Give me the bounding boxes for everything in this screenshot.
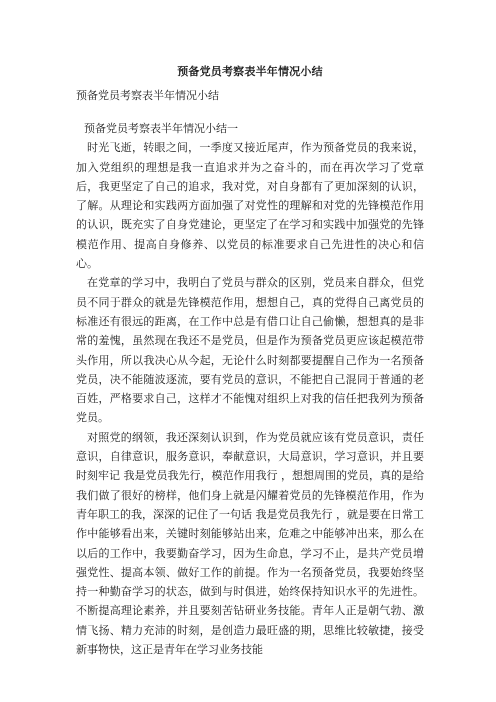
body-paragraph: 时光飞逝，转眼之间，一季度又接近尾声，作为预备党员的我来说，加入党组织的理想是我一直追求并为之奋斗的，而在再次学习了党章后，我更坚定了自己的追求，我对党，对自身都有了更加深刻的认识，了解。从理论和实践两方面加强了对党性的理解和对党的先锋模范作用的认识，既充实了自身党建论，更坚定了在学习和实践中加强党的先锋模范作用、提高自身修养、以党员的标准要求自己先进性的决心和信心。 (76, 141, 424, 271)
document-body (76, 119, 424, 659)
document-page (76, 64, 424, 659)
document-subtitle: 预备党员考察表半年情况小结 (76, 89, 219, 102)
body-paragraph: 对照党的纲领，我还深刻认识到，作为党员就应该有党员意识，责任意识，自律意识，服务意识，奉献意识，大局意识，学习意识，并且要时刻牢记 我是党员我先行，模范作用我行 ，想想周围的党员，真的是给我们做了很好的榜样，他们身上就是闪耀着党员的先锋模范作用，作为青年职工的我，深深的记住了一句话 我是党员我先行 ，就是要在日常工作中能够看出来，关键时刻能够站出来，危难之中能够冲出来，那么在以后的工作中，我要勤奋学习，因为生命息，学习不止，是共产党员增强党性、提高本领、做好工作的前提。作为一名预备党员，我要始终坚持一种勤奋学习的状态，做到与时俱进，始终保持知识水平的先进性。不断提高理论素养，并且要刻苦钻研业务技能。青年人正是朝气勃、激情飞扬、精力充沛的时刻，是创造力最旺盛的期，思维比较敏捷，接受新事物快，这正是青年在学习业务技能 (76, 430, 424, 657)
body-paragraph: 在党章的学习中，我明白了党员与群众的区别，党员来自群众，但党员不同于群众的就是先锋模范作用，想想自己，真的党得自己离党员的标准还有很远的距离，在工作中总是有借口让自己偷懒，想想真的是非常的羞愧，虽然现在我还不是党员，但是作为预备党员更应该起模范带头作用，所以我决心从今起，无论什么时刻都要提醒自己作为一名预备党员，决不能随波逐流，要有党员的意识，不能把自己混同于普通的老百姓，严格要求自己，这样才不能愧对组织上对我的信任把我列为预备党员。 (76, 276, 424, 425)
document-title: 预备党员考察表半年情况小结 (177, 65, 323, 78)
section-heading: 预备党员考察表半年情况小结一 (84, 122, 238, 135)
